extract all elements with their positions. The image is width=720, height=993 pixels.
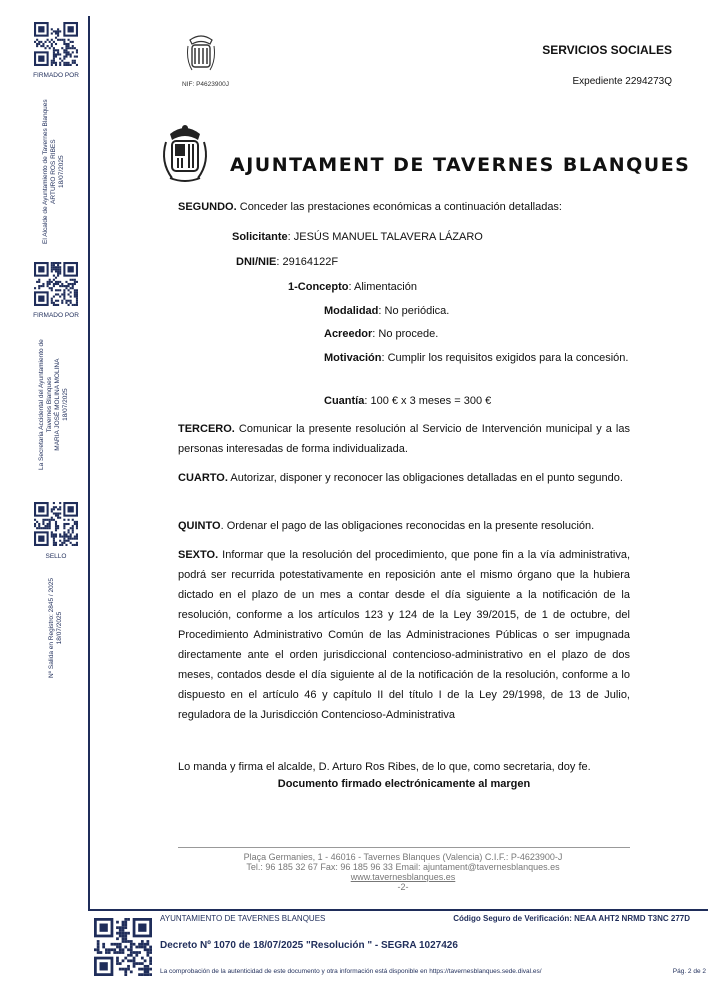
closing-statement: Lo manda y firma el alcalde, D. Arturo Ros Ribes, de lo que, como secretaria, doy fe. bbox=[178, 761, 591, 773]
csv-code: Código Seguro de Verificación: NEAA AHT2 NRMD T3NC 277D bbox=[453, 914, 690, 923]
sexto-paragraph: SEXTO. Informar que la resolución del procedimiento, que pone fin a la vía administrativa, podrá ser recurrida potestativamente en reposición ante el mismo órgano que la hubiera dictado en el plazo de un mes a contar desde el día siguiente a la notificación de la resolución, conforme a los artículos 123 y 124 de la Ley 39/2015, de 1 de octubre, del Procedimiento Administrativo Común de las Administraciones Públicas o ser impugnada directamente ante el orden jurisdiccional contencioso-administrativo en el plazo de dos meses, contados desde el día siguiente al de la notificación de la resolución, conforme a lo dispuesto en el artículo 46 y capítulo II del título I de la Ley 29/1998, de 13 de Julio, reguladora de la Jurisdicción Contencioso-Administrativa bbox=[178, 549, 630, 721]
signed-note: Documento firmado electrónicamente al margen bbox=[277, 778, 531, 790]
verification-qr-icon bbox=[94, 918, 152, 976]
segundo-paragraph: SEGUNDO. Conceder las prestaciones económicas a continuación detalladas: bbox=[178, 201, 562, 213]
margin-divider bbox=[88, 16, 90, 911]
cuantia: Cuantía: 100 € x 3 meses = 300 € bbox=[324, 395, 492, 407]
footer-address: Plaça Germanies, 1 - 46016 - Tavernes Blanques (Valencia) C.I.F.: P-4623900-J bbox=[243, 852, 563, 862]
expediente: Expediente 2294273Q bbox=[572, 76, 672, 87]
coat-of-arms-small-icon bbox=[186, 30, 216, 78]
qr-code-icon bbox=[34, 502, 78, 546]
page-title: AJUNTAMENT DE TAVERNES BLANQUES bbox=[230, 154, 691, 176]
qr-code-icon bbox=[34, 262, 78, 306]
concepto: 1-Concepto: Alimentación bbox=[288, 281, 417, 293]
dni: DNI/NIE: 29164122F bbox=[236, 256, 339, 268]
acreedor: Acreedor: No procede. bbox=[324, 328, 439, 340]
signature-details: El Alcalde de Ayuntamiento de Tavernes Blanques ARTURO ROS RIBES 18/07/2025 bbox=[42, 99, 65, 244]
signature-label: FIRMADO POR bbox=[33, 312, 79, 319]
org-name: AYUNTAMIENTO DE TAVERNES BLANQUES bbox=[160, 914, 326, 923]
page-marker: -2- bbox=[397, 882, 409, 892]
registry-details: Nº Salida en Registro: 2845 / 2025 18/07/2025 bbox=[48, 578, 63, 678]
nif: NIF: P4623900J bbox=[182, 81, 229, 88]
solicitante: Solicitante: JESÚS MANUEL TALAVERA LÁZARO bbox=[232, 231, 483, 243]
verification-divider bbox=[88, 909, 708, 911]
seal-label: SELLO bbox=[45, 553, 67, 560]
verification-note: La comprobación de la autenticidad de este documento y otra información está disponible en https://tavernesblanques.sede.dival.es/ bbox=[160, 968, 542, 975]
tercero-paragraph: TERCERO. Comunicar la presente resolución al Servicio de Intervención municipal y a las personas interesadas de forma individualizada. bbox=[178, 423, 630, 455]
modalidad: Modalidad: No periódica. bbox=[324, 305, 450, 317]
motivacion: Motivación: Cumplir los requisitos exigidos para la concesión. bbox=[324, 352, 629, 364]
footer-contact: Tel.: 96 185 32 67 Fax: 96 185 96 33 Email: ajuntament@tavernesblanques.es bbox=[246, 862, 560, 872]
quinto-paragraph: QUINTO. Ordenar el pago de las obligaciones reconocidas en la presente resolución. bbox=[178, 520, 595, 532]
qr-code-icon bbox=[34, 22, 78, 66]
department: SERVICIOS SOCIALES bbox=[542, 43, 672, 57]
footer-website-link[interactable]: www.tavernesblanques.es bbox=[350, 872, 456, 882]
decree-ref: Decreto Nº 1070 de 18/07/2025 "Resolución " - SEGRA 1027426 bbox=[160, 940, 458, 951]
page-number: Pág. 2 de 2 bbox=[672, 968, 706, 975]
signature-label: FIRMADO POR bbox=[33, 72, 79, 79]
signature-details: La Secretaria Accidental del Ayuntamiento de Tavernes Blanques MARIA JOSÉ MOLINA MOLINA 18/07/2025 bbox=[38, 339, 69, 470]
cuarto-paragraph: CUARTO. Autorizar, disponer y reconocer las obligaciones detalladas en el punto segundo. bbox=[178, 472, 623, 484]
footer-divider bbox=[178, 847, 630, 848]
coat-of-arms-icon bbox=[158, 122, 212, 186]
